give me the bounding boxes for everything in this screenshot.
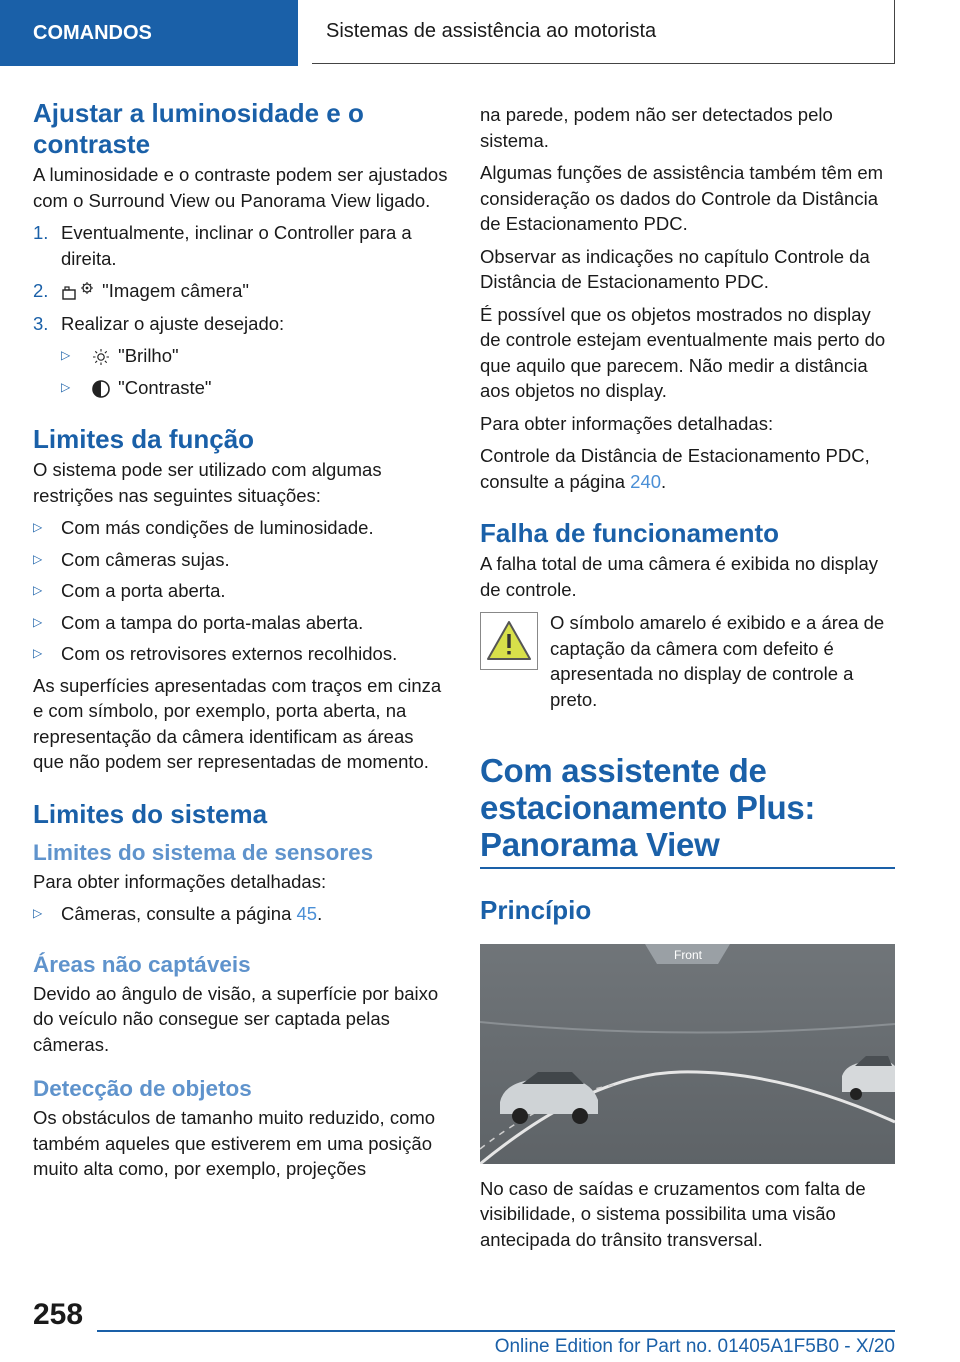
step-2 (33, 278, 448, 304)
list-item-text: Câmeras, consulte a página (61, 903, 297, 924)
step-1 (33, 220, 448, 271)
list-item-text: Com a tampa do porta-malas aberta. (61, 611, 364, 633)
reference-text: Controle da Distância de Estacionamento PDC, consulte a página (480, 445, 870, 492)
list-item (33, 901, 448, 927)
warning-note (480, 610, 895, 712)
heading-blind-areas: Áreas não captáveis (33, 951, 251, 977)
para-pdc: Algumas funções de assistência também têm em consideração os dados do Controle da Distância de Estacionamento PDC. (480, 162, 884, 234)
step-text: Realizar o ajuste desejado: (61, 312, 285, 334)
option-label: "Contraste" (118, 376, 212, 398)
bullet-triangle-icon: ▷ (33, 646, 43, 660)
bullet-triangle-icon: ▷ (33, 614, 43, 629)
para-possible: É possível que os objetos mostrados no display de controle estejam eventualmente mais perto do que aquilo que parecem. Não medir a distância aos objetos no display. (480, 303, 886, 401)
list-item-text: Com os retrovisores externos recolhidos. (61, 643, 398, 664)
para-malfunction: A falha total de uma câmera é exibida no display de controle. (480, 553, 878, 600)
para-object-detection: Os obstáculos de tamanho muito reduzido, como também aqueles que estiverem em uma posição muito alta como, por exemplo, projeções (33, 1107, 436, 1179)
page-link-45[interactable]: 45 (296, 903, 318, 924)
step-text: "Imagem câmera" (102, 280, 249, 301)
list-item (33, 578, 448, 604)
step-number: 2. (33, 280, 49, 301)
page-number: 258 (33, 1298, 84, 1331)
warning-triangle-icon (480, 612, 538, 670)
list-item-text: Com a porta aberta. (61, 580, 226, 601)
para-surfaces: As superfícies apresentadas com traços em cinza e com símbolo, por exemplo, porta aberta, na representação da câmera identificam as áreas que não podem ser representadas de momento. (33, 674, 442, 772)
step-number: 1. (33, 222, 49, 243)
option-label: "Brilho" (118, 345, 179, 366)
punctuation: . (661, 470, 667, 492)
bullet-triangle-icon: ▷ (33, 906, 43, 920)
list-item (33, 547, 448, 573)
panorama-view-camera-image (480, 944, 895, 1164)
list-item (33, 641, 448, 667)
list-item (33, 515, 448, 541)
right-column (480, 102, 895, 1252)
footer-rule (97, 1330, 895, 1332)
step-3 (33, 311, 448, 337)
front-label: Front (673, 947, 703, 962)
heading-malfunction: Falha de funcionamento (480, 518, 780, 548)
para-pdc-reference (480, 443, 895, 494)
bullet-triangle-icon: ▷ (61, 379, 71, 394)
punctuation: . (317, 903, 323, 924)
para-observe: Observar as indicações no capítulo Controle da Distância de Estacionamento PDC. (480, 245, 870, 292)
step-number: 3. (33, 312, 49, 334)
heading-function-limits: Limites da função (33, 424, 255, 454)
camera-settings-icon (61, 281, 97, 303)
para-more-info: Para obter informações detalhadas: (33, 870, 327, 892)
heading-principle: Princípio (480, 894, 592, 925)
para-brightness: A luminosidade e o contraste podem ser ajustados com o Surround View ou Panorama View ligado. (33, 164, 448, 211)
para-blind-areas: Devido ao ângulo de visão, a superfície por baixo do veículo não consegue ser captada pelas câmeras. (33, 982, 439, 1055)
sub-option-contrast (61, 375, 448, 401)
bullet-triangle-icon: ▷ (33, 583, 43, 597)
section-tab (0, 0, 298, 66)
heading-brightness: Ajustar a luminosidade e o contraste (33, 98, 364, 159)
contrast-icon (89, 378, 113, 400)
list-item-text: Com más condições de luminosidade. (61, 517, 374, 538)
para-continued: na parede, podem não ser detectados pelo sistema. (480, 104, 833, 151)
para-principle: No caso de saídas e cruzamentos com falta de visibilidade, o sistema possibilita uma visão antecipada do trânsito transversal. (480, 1177, 866, 1250)
bullet-triangle-icon: ▷ (61, 348, 71, 362)
para-warning-symbol: O símbolo amarelo é exibido e a área de captação da câmera com defeito é apresentada no display de controle a preto. (550, 612, 885, 710)
page-link-240[interactable]: 240 (630, 470, 662, 492)
para-more-info: Para obter informações detalhadas: (480, 412, 774, 434)
heading-system-limits: Limites do sistema (33, 798, 268, 829)
sub-option-brightness (61, 343, 448, 369)
list-item-text: Com câmeras sujas. (61, 548, 230, 570)
chapter-header (312, 0, 895, 64)
para-function-limits: O sistema pode ser utilizado com algumas restrições nas seguintes situações: (33, 459, 382, 506)
bullet-triangle-icon: ▷ (33, 551, 43, 566)
sun-icon (89, 346, 113, 368)
footer-edition: Online Edition for Part no. 01405A1F5B0 - X/20 (494, 1336, 895, 1357)
heading-panorama-view: Com assistente de estacionamento Plus: Panorama View (480, 752, 816, 863)
section-title: COMANDOS (33, 21, 152, 44)
left-column (33, 98, 448, 1182)
chapter-title: Sistemas de assistência ao motorista (326, 20, 657, 42)
bullet-triangle-icon: ▷ (33, 520, 43, 534)
step-text: Eventualmente, inclinar o Controller para a direita. (61, 222, 412, 269)
heading-sensor-limits: Limites do sistema de sensores (33, 839, 374, 865)
heading-object-detection: Detecção de objetos (33, 1076, 252, 1101)
list-item (33, 610, 448, 636)
